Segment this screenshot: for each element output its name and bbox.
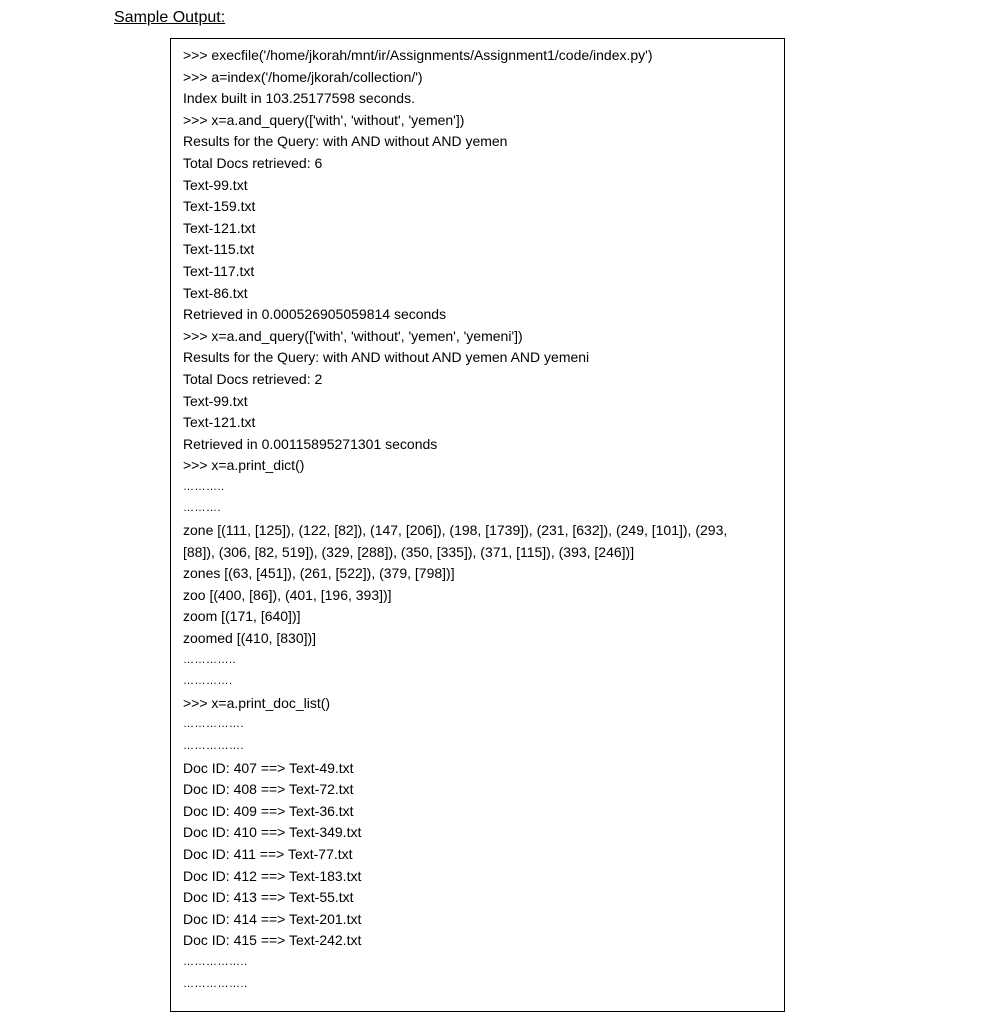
console-line: [88]), (306, [82, 519]), (329, [288]), (350, [335]), (371, [115]), (393, [246])] [183, 543, 635, 560]
console-line: Doc ID: 415 ==> Text-242.txt [183, 932, 362, 949]
console-line: Text-121.txt [183, 219, 256, 236]
console-line: ……………. [183, 740, 245, 752]
console-line: Text-99.txt [183, 392, 248, 409]
console-line: Doc ID: 408 ==> Text-72.txt [183, 781, 354, 798]
console-line: zone [(111, [125]), (122, [82]), (147, [206]), (198, [1739]), (231, [632]), (249, [101]), (293, [183, 522, 728, 539]
console-line: ……….. [183, 480, 225, 493]
console-line: Results for the Query: with AND without AND yemen AND yemeni [183, 349, 590, 366]
console-line: >>> execfile('/home/jkorah/mnt/ir/Assignments/Assignment1/code/index.py') [183, 47, 653, 63]
console-line: zoo [(400, [86]), (401, [196, 393])] [183, 586, 392, 603]
console-line: …………….. [183, 977, 248, 990]
console-line: Index built in 103.25177598 seconds. [183, 90, 415, 107]
console-line: zoomed [(410, [830])] [183, 630, 317, 647]
console-line: Text-115.txt [183, 241, 255, 258]
console-line: Total Docs retrieved: 6 [183, 154, 323, 171]
console-line: Doc ID: 407 ==> Text-49.txt [183, 759, 354, 776]
console-line: zones [(63, [451]), (261, [522]), (379, [798])] [183, 565, 455, 582]
console-line: Text-86.txt [183, 284, 248, 301]
console-line: Results for the Query: with AND without AND yemen [183, 133, 508, 150]
console-lines [183, 45, 783, 995]
console-line: Doc ID: 413 ==> Text-55.txt [183, 889, 354, 906]
console-line: …………. [183, 675, 233, 688]
console-line: Doc ID: 414 ==> Text-201.txt [183, 910, 362, 927]
console-line: >>> x=a.print_doc_list() [183, 694, 331, 711]
console-line: Text-99.txt [183, 176, 248, 193]
console-line: zoom [(171, [640])] [183, 608, 301, 625]
console-line: ……………. [183, 718, 245, 731]
console-line: …………….. [183, 955, 248, 968]
sample-output-heading: Sample Output: [114, 9, 226, 26]
console-line: Text-159.txt [183, 198, 256, 215]
console-line: >>> x=a.print_dict() [183, 457, 305, 474]
console-output-box [170, 38, 785, 1012]
console-line: Doc ID: 412 ==> Text-183.txt [183, 867, 362, 884]
console-line: Doc ID: 410 ==> Text-349.txt [183, 824, 362, 841]
console-line: ………….. [183, 653, 237, 666]
console-line: >>> x=a.and_query(['with', 'without', 'yemen', 'yemeni']) [183, 327, 523, 344]
console-line: Doc ID: 411 ==> Text-77.txt [183, 845, 353, 862]
console-line: ………. [183, 502, 222, 515]
console-line: Text-117.txt [183, 262, 255, 279]
console-line: Total Docs retrieved: 2 [183, 370, 323, 387]
console-line: Retrieved in 0.000526905059814 seconds [183, 306, 447, 323]
console-line: Text-121.txt [183, 414, 256, 431]
console-line: Doc ID: 409 ==> Text-36.txt [183, 802, 354, 819]
console-line: >>> a=index('/home/jkorah/collection/') [183, 68, 423, 85]
console-line: >>> x=a.and_query(['with', 'without', 'yemen']) [183, 111, 465, 128]
console-line: Retrieved in 0.00115895271301 seconds [183, 435, 438, 452]
